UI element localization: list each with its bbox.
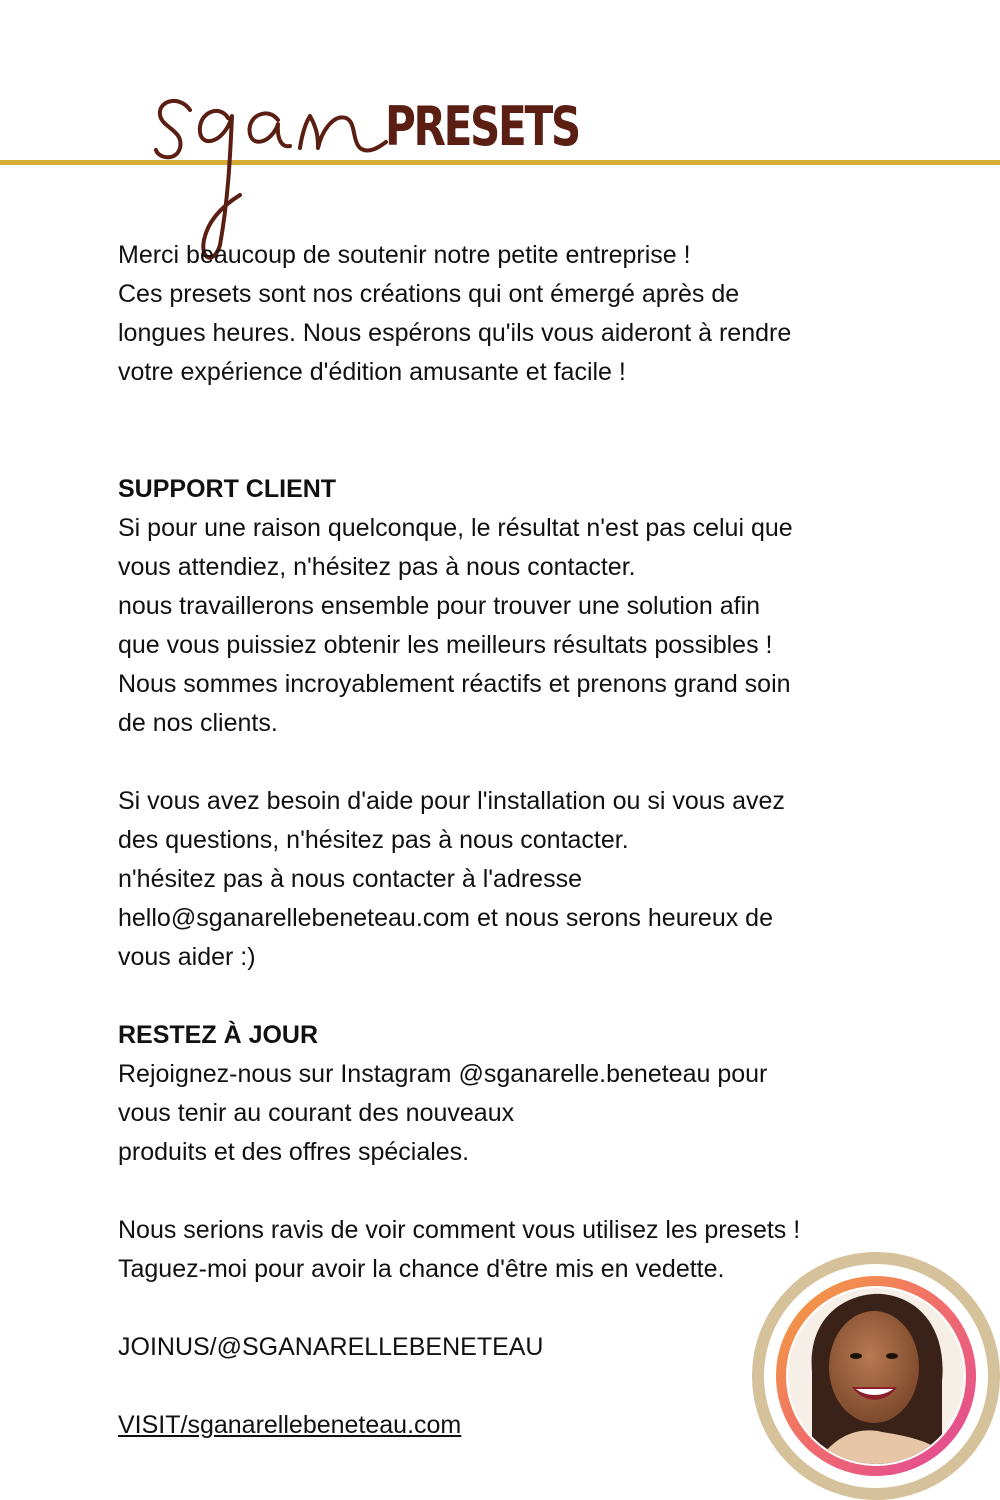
feature-line: Taguez-moi pour avoir la chance d'être mis en vedette. (118, 1255, 725, 1283)
support-help-line: Si vous avez besoin d'aide pour l'installation ou si vous avez (118, 787, 785, 815)
visit-website-link[interactable]: VISIT/sganarellebeneteau.com (118, 1411, 462, 1439)
updates-heading: RESTEZ À JOUR (118, 1021, 319, 1049)
profile-avatar (752, 1252, 1000, 1500)
intro-line: Ces presets sont nos créations qui ont émergé après de (118, 280, 740, 308)
support-line: Si pour une raison quelconque, le résultat n'est pas celui que (118, 514, 793, 542)
intro-line: longues heures. Nous espérons qu'ils vous aideront à rendre (118, 319, 792, 347)
logo-word: PRESETS (385, 95, 579, 158)
intro-line: Merci beaucoup de soutenir notre petite entreprise ! (118, 241, 691, 269)
support-line: vous attendiez, n'hésitez pas à nous contacter. (118, 553, 636, 581)
intro-line: votre expérience d'édition amusante et facile ! (118, 358, 626, 386)
support-heading: SUPPORT CLIENT (118, 475, 337, 503)
updates-line: vous tenir au courant des nouveaux (118, 1099, 515, 1127)
updates-line: produits et des offres spéciales. (118, 1138, 470, 1166)
join-us-text: JOINUS/@SGANARELLEBENETEAU (118, 1333, 544, 1361)
support-help-line: hello@sganarellebeneteau.com et nous serons heureux de (118, 904, 773, 932)
support-help-line: des questions, n'hésitez pas à nous contacter. (118, 826, 629, 854)
updates-line: Rejoignez-nous sur Instagram @sganarelle.beneteau pour (118, 1060, 768, 1088)
feature-line: Nous serions ravis de voir comment vous utilisez les presets ! (118, 1216, 801, 1244)
support-line: nous travaillerons ensemble pour trouver une solution afin (118, 592, 761, 620)
support-help-line: n'hésitez pas à nous contacter à l'adresse (118, 865, 582, 893)
support-help-line: vous aider :) (118, 943, 256, 971)
support-line: Nous sommes incroyablement réactifs et prenons grand soin (118, 670, 791, 698)
support-line: que vous puissiez obtenir les meilleurs résultats possibles ! (118, 631, 773, 659)
support-line: de nos clients. (118, 709, 278, 737)
